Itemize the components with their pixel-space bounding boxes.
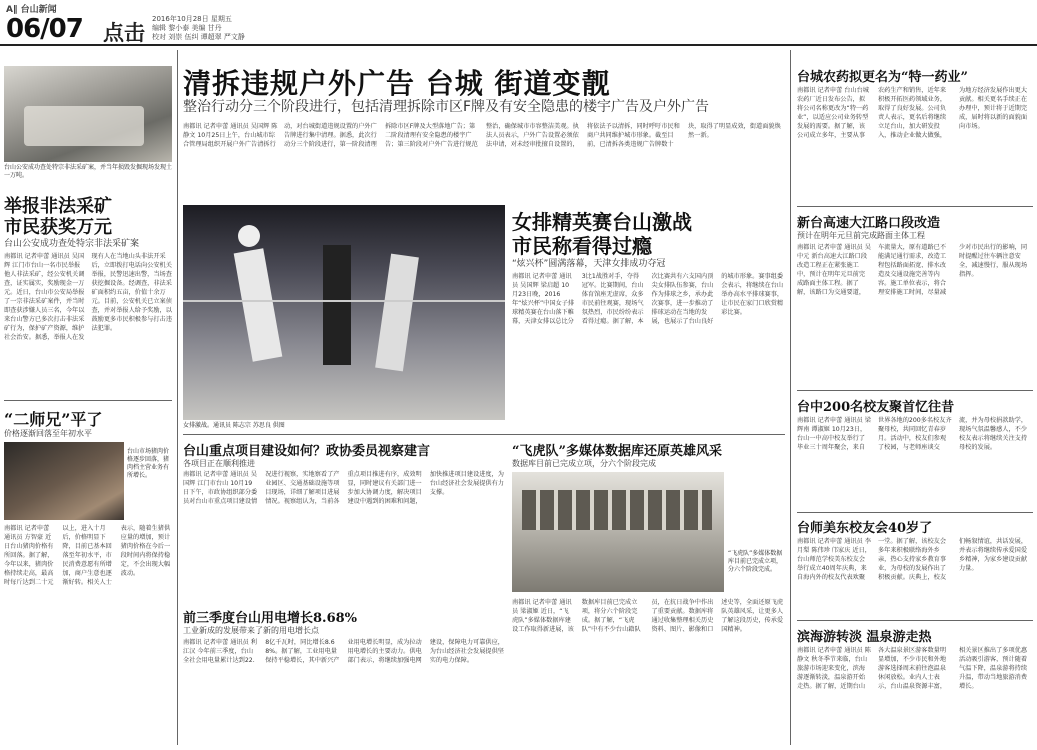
divider xyxy=(183,434,785,435)
divider xyxy=(797,206,1033,207)
power-body: 南都讯 记者申蕾 通讯员 利江汉 今年前三季度，台山全社会用电量累计达到22.8亿千瓦时，同比增长8.68%。据了解，工业用电量保持平稳增长，其中新兴产业用电增长明显，成为拉动用电增长的主要动力。供电部门表示，将继续加强电网建设，保障电力可靠供应，为台山经济社会发展提供坚实的电力保障。 xyxy=(183,639,504,664)
divider xyxy=(4,400,172,401)
top-subhead: 整治行动分三个阶段进行，包括清理拆除市区F牌及有安全隐患的楼宇广告及户外广告 xyxy=(183,99,710,115)
alumni-headline: 台中200名校友聚首忆往昔 xyxy=(797,400,955,415)
mining-headline: 举报非法采矿 xyxy=(4,196,112,217)
issue-date: 2016年10月28日 星期五 xyxy=(152,15,232,23)
pork-photo xyxy=(4,442,124,520)
projects-body: 南都讯 记者申蕾 通讯员 吴国辉 江门市台山 10月19日下午，市政协组织部分委员对台山市重点项目建设情况进行视察，实地察看了产业园区、交通基础设施等项目现场，详细了解项目进展情况。视察组认为，当前各重点项目推进有序，成效明显，同时建议有关部门进一步加大协调力度，解决项目建设中遇到的困难和问题，加快推进项目建设进度，为台山经济社会发展提供有力支撑。 xyxy=(183,471,504,505)
section-title: 点击 xyxy=(103,21,145,45)
pesticide-body: 南都讯 记者申蕾 台山台城农药厂近日发布公告，拟将公司名称更改为“特一药业”，以适应公司业务转型发展的需要。据了解，该公司成立多年，主要从事农药生产和销售，近年来积极开拓医药领域业务，取得了良好发展。公司负责人表示，更名后将继续立足台山，加大研发投入，推动企业做大做强，为地方经济发展作出更大贡献。相关更名手续正在办理中，预计将于近期完成，届时将以新的面貌面向市场。 xyxy=(797,87,1028,139)
page-number: 06/07 xyxy=(6,14,83,44)
feihong-subhead: 数据库目前已完成立项，分六个阶段完成 xyxy=(512,459,656,468)
volleyball-subhead: “炫兴杯”圆满落幕，天津女排成功夺冠 xyxy=(512,259,666,269)
pork-subhead: 价格逐渐回落至年初水平 xyxy=(4,429,92,438)
mining-subhead: 台山公安成功查处特宗非法采矿案 xyxy=(4,239,140,249)
exhibition-photo xyxy=(512,472,724,592)
top-headline: 清拆违规户外广告 台城 街道变靓 xyxy=(183,67,611,100)
mining-photo xyxy=(4,66,172,162)
divider xyxy=(797,390,1033,391)
pesticide-headline: 台城农药拟更名为“特一药业” xyxy=(797,70,968,85)
projects-subhead: 各项目正在顺利推进 xyxy=(183,459,255,468)
column-divider xyxy=(177,50,178,745)
exhibition-photo-caption: “飞虎队”多媒体数据库目前已完成立项，分六个阶段完成。 xyxy=(728,550,783,573)
mining-photo-caption: 台山公安成功查处特宗非法采矿案，并当年损毁发掘现场发现土一万吨。 xyxy=(4,164,173,179)
power-headline: 前三季度台山用电增长8.68% xyxy=(183,611,358,626)
issue-info xyxy=(152,15,282,42)
volleyball-headline-2: 市民称看得过瘾 xyxy=(512,234,652,258)
editor-credits: 编辑 黎小泰 美编 甘丹 xyxy=(152,24,222,32)
top-body: 南都讯 记者申蕾 通讯员 吴国辉 陈静文 10月25日上午，台山城市综合管理局组织开展户外广告清拆行动，对台城街道违规设置的户外广告牌进行集中清理。据悉，此次行动分三个阶段进行，第一阶段清理拆除市区F牌及大型落地广告；第二阶段清理有安全隐患的楼宇广告；第三阶段对户外广告进行规范整治，确保城市市容整洁美观。执法人员表示，户外广告设置必须依法申请，对未经审批擅自设置的，将依法予以清拆，同时呼吁市民和商户共同维护城市形象。截至目前，已清拆各类违规广告牌数十块，取得了明显成效，街道面貌焕然一新。 xyxy=(183,123,781,148)
volleyball-headline: 女排精英赛台山激战 xyxy=(512,210,692,234)
power-subhead: 工业新成的发展带来了新的用电增长点 xyxy=(183,626,319,635)
masthead xyxy=(0,0,1037,46)
hotspring-headline: 滨海游转淡 温泉游走热 xyxy=(797,630,932,645)
column-divider xyxy=(790,50,791,745)
pork-headline: “二师兄”平了 xyxy=(4,410,103,429)
mining-headline-2: 市民获奖万元 xyxy=(4,217,112,238)
meidong-headline: 台师美东校友会40岁了 xyxy=(797,521,933,536)
mining-body: 南都讯 记者申蕾 通讯员 吴国辉 江门市台山一名市民举报他人非法采矿，经公安机关调查，证实属实，奖励现金一万元。近日，台山市公安局举报了一宗非法采矿案件，并当时即查获涉嫌人员三名，今年以来台山警方已多次打击非法采矿行为，保护矿产资源，维护社会治安。据悉，举报人在发现有人在当地山头非法开采后，立即拨打电话向公安机关举报，民警迅速出警，当场查获挖掘设备。经调查，非法采矿面积约五亩，价值十余万元。目前，公安机关已立案侦查，并对举报人给予奖励，以鼓励更多市民积极参与打击违法犯罪。 xyxy=(4,253,172,341)
pork-photo-caption: 台山市场猪肉价格逐步回落，猪肉档主营业务有所增长。 xyxy=(127,448,170,479)
projects-headline: 台山重点项目建设如何？政协委员视察建言 xyxy=(183,444,431,459)
newspaper-logo: A∥ 台山新闻 xyxy=(6,5,57,15)
expressway-headline: 新台高速大江路口段改造 xyxy=(797,216,941,231)
divider xyxy=(797,512,1033,513)
volleyball-photo xyxy=(183,205,505,420)
feihong-body: 南都讯 记者申蕾 通讯员 梁淑姬 近日，“飞虎队”多媒体数据库建设工作取得新进展，该数据库目前已完成立项，将分六个阶段完成。据了解，“飞虎队”中有不少台山籍队员，在抗日战争中作出了重要贡献。数据库将通过收集整理相关历史资料、图片、影像和口述史等，全面还原飞虎队英雄风采，让更多人了解这段历史，传承爱国精神。 xyxy=(512,599,784,633)
expressway-subhead: 预计在明年元旦前完成路面主体工程 xyxy=(797,231,925,240)
pork-body: 南都讯 记者申蕾 通讯员 方智豪 近日台山猪肉价格有所回落。据了解，今年以来，猪肉价格持续走高，最高时每斤达到二十元以上，进入十月后，价格明显下降，目前已基本回落至年初水平，市民消费意愿有所增加，商户生意也逐渐好转。相关人士表示，随着生猪供应量的增加，预计猪肉价格在今后一段时间内将保持稳定，不会出现大幅波动。 xyxy=(4,525,171,586)
expressway-body: 南都讯 记者申蕾 通讯员 吴中元 新台高速大江路口段改造工程正在紧张施工中，预计在明年元旦前完成路面主体工程。据了解，该路口为交通要道，车流量大，原有道路已不能满足通行需求，改造工程包括路面拓宽、排水改造及交通设施完善等内容。施工单位表示，将合理安排施工时间，尽量减少对市民出行的影响，同时提醒过往车辆注意安全，减速慢行，服从现场指挥。 xyxy=(797,244,1028,296)
feihong-headline: “飞虎队”多媒体数据库还原英雄风采 xyxy=(512,444,722,459)
checker-credits: 校对 刘崇 伍纠 谭超翠 严文静 xyxy=(152,33,245,41)
volleyball-body: 南都讯 记者申蕾 通讯员 吴国辉 梁启超 10月23日晚，2016年“炫兴杯”中国女子排球精英赛在台山落下帷幕，天津女排以总比分3比1战胜对手，夺得冠军。比赛期间，台山体育馆座无虚席，众多市民前往观赛，现场气氛热烈，市民纷纷表示看得过瘾。据了解，本次比赛共有六支国内顶尖女排队伍参赛，台山作为排球之乡，承办此次赛事，进一步推动了排球运动在当地的发展，也展示了台山良好的城市形象。赛事组委会表示，将继续在台山举办高水平排球赛事，让市民在家门口欣赏精彩比赛。 xyxy=(512,273,784,325)
hotspring-body: 南都讯 记者申蕾 通讯员 陈静文 秋冬季节来临，台山旅游市场迎来变化，滨海游逐渐转淡，温泉游开始走热。据了解，近期台山各大温泉景区游客数量明显增加，不少市民和外地游客选择周末前往泡温泉休闲放松。业内人士表示，台山温泉资源丰富，相关景区推出了多项优惠活动吸引游客，预计随着气温下降，温泉游将持续升温，带动当地旅游消费增长。 xyxy=(797,647,1028,690)
divider xyxy=(797,620,1033,621)
volleyball-photo-caption: 女排激战。通讯员 陈志宗 苏思良 供图 xyxy=(183,422,285,429)
meidong-body: 南都讯 记者申蕾 通讯员 李月梨 陈伟珍 邝家庆 近日，台山师范学校美东校友会举行成立40周年庆典，来自海内外的校友代表欢聚一堂。据了解，该校友会多年来积极联络海外乡亲，热心支持家乡教育事业，为母校的发展作出了积极贡献。庆典上，校友们畅叙情谊，共话发展，并表示将继续传承爱国爱乡精神，为家乡建设贡献力量。 xyxy=(797,538,1028,581)
alumni-body: 南都讯 记者申蕾 通讯员 梁辉南 谭淑姬 10月23日，台山一中高中校友举行了毕业三十周年聚会，来自世界各地的200多名校友齐聚母校，共同回忆青春岁月。活动中，校友们参观了校园，与老师座谈交流，并为母校捐款助学，现场气氛温馨感人，不少校友表示将继续关注支持母校的发展。 xyxy=(797,417,1028,451)
